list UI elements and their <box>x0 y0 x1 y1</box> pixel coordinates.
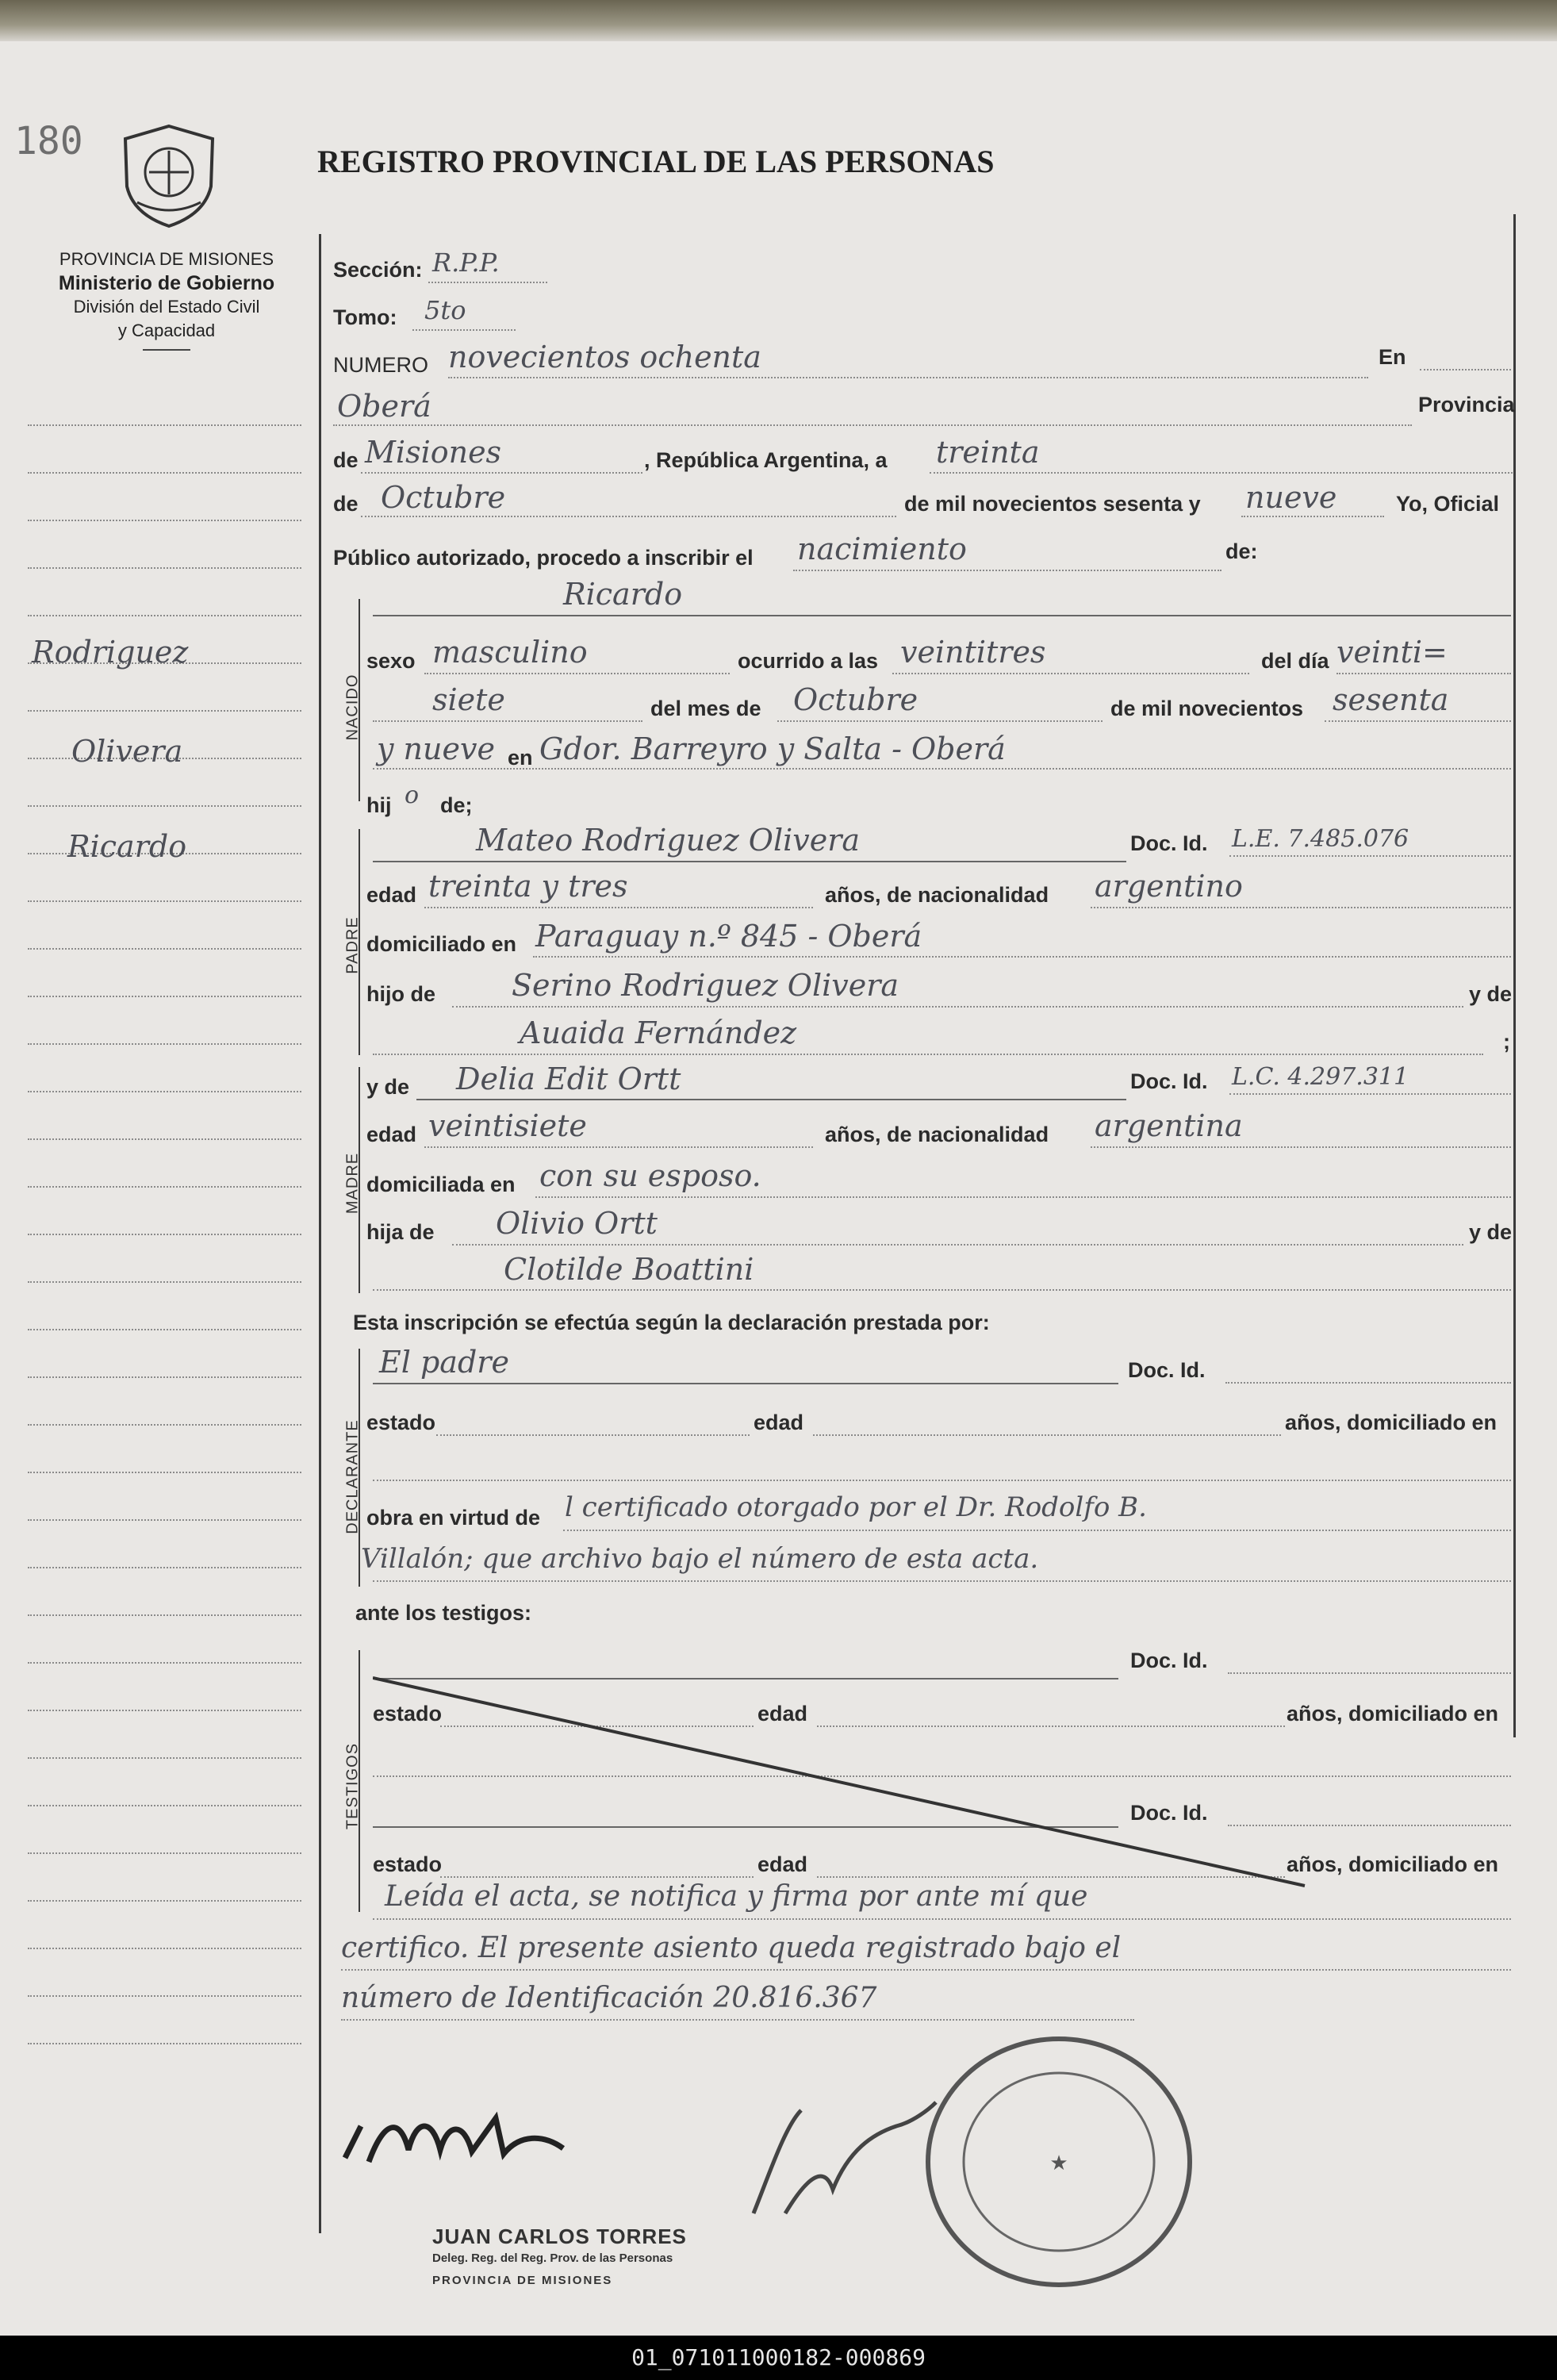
margin-rule <box>28 1852 301 1854</box>
value-hora: veintitres <box>900 635 1046 670</box>
value-lugar: Oberá <box>337 389 431 424</box>
label-padre-edad: edad <box>366 883 417 907</box>
margin-rule <box>28 567 301 569</box>
margin-rule <box>28 615 301 616</box>
label-mil-sesenta: de mil novecientos sesenta y <box>904 492 1201 516</box>
value-abuela-m: Clotilde Boattini <box>504 1252 754 1287</box>
value-cierre-1: Leída el acta, se notifica y firma por ante mí que <box>385 1880 1088 1913</box>
official-title: Deleg. Reg. del Reg. Prov. de las Personas <box>432 2251 673 2265</box>
label-declarante: DECLARANTE <box>343 1419 362 1534</box>
margin-rule <box>28 1900 301 1902</box>
value-cierre-3: número de Identificación 20.816.367 <box>341 1982 877 2014</box>
label-testigo1-anos: años, domiciliado en <box>1287 1702 1499 1726</box>
margin-rule <box>28 1043 301 1045</box>
value-declarante: El padre <box>379 1345 509 1380</box>
label-testigo2-edad: edad <box>757 1852 808 1876</box>
label-publico: Público autorizado, procedo a inscribir el <box>333 546 754 570</box>
value-acto: nacimiento <box>797 532 967 566</box>
margin-given-name: Ricardo <box>67 829 187 864</box>
label-y-de-madre: y de <box>366 1075 410 1099</box>
margin-rule <box>28 1757 301 1759</box>
label-de-semi: de; <box>440 793 473 817</box>
official-name: JUAN CARLOS TORRES <box>432 2225 687 2248</box>
file-id-bar: 01_071011000182-000869 <box>0 2336 1557 2380</box>
margin-rule <box>28 1614 301 1616</box>
agency-province: PROVINCIA DE MISIONES <box>59 249 274 269</box>
value-provincia: Misiones <box>365 435 502 470</box>
label-padre: PADRE <box>343 916 362 974</box>
value-obra-1: l certificado otorgado por el Dr. Rodolfo B. <box>565 1491 1147 1523</box>
margin-rule <box>28 1376 301 1378</box>
value-dia-nac-1: veinti= <box>1336 635 1448 670</box>
margin-rule <box>28 1281 301 1283</box>
label-en: En <box>1379 345 1406 369</box>
label-testigo1-estado: estado <box>373 1702 443 1726</box>
label-testigo2-estado: estado <box>373 1852 443 1876</box>
value-anio-nac-2: y nueve <box>377 731 495 766</box>
margin-rule <box>28 1186 301 1188</box>
margin-rule <box>28 1995 301 1997</box>
binding-edge <box>0 0 1557 41</box>
label-testigo1-doc: Doc. Id. <box>1130 1649 1208 1672</box>
label-testigo2-anos: años, domiciliado en <box>1287 1852 1499 1876</box>
label-provincia: Provincia <box>1418 393 1515 416</box>
label-del-dia: del día <box>1261 649 1329 673</box>
value-tomo: 5to <box>424 295 466 325</box>
label-de-2: de <box>333 492 359 516</box>
value-padre-edad: treinta y tres <box>428 869 628 904</box>
official-name-block <box>432 2225 687 2292</box>
margin-rule <box>28 1472 301 1473</box>
margin-rule <box>28 710 301 712</box>
label-semicolon: ; <box>1503 1030 1510 1054</box>
margin-rule <box>28 1662 301 1664</box>
label-hija-de: hija de <box>366 1220 435 1244</box>
margin-rule <box>28 472 301 474</box>
margin-rule <box>28 1710 301 1711</box>
margin-rule <box>28 1234 301 1235</box>
value-abuela-p: Auaida Fernández <box>520 1015 797 1050</box>
label-ocurrido: ocurrido a las <box>738 649 879 673</box>
label-de: de <box>333 448 359 472</box>
label-testigo1-edad: edad <box>757 1702 808 1726</box>
margin-rule <box>28 1424 301 1426</box>
value-madre: Delia Edit Ortt <box>456 1061 681 1096</box>
label-seccion: Sección: <box>333 258 423 282</box>
label-declarante-estado: estado <box>366 1411 436 1434</box>
official-signature-icon <box>337 2102 575 2174</box>
value-mes-nac: Octubre <box>793 682 918 717</box>
folio-number: 180 <box>14 119 83 163</box>
label-de-colon: de: <box>1225 539 1258 563</box>
value-madre-dom: con su esposo. <box>539 1158 761 1193</box>
label-madre-dom: domiciliada en <box>366 1173 516 1196</box>
label-padre-doc: Doc. Id. <box>1130 831 1208 855</box>
label-ante-testigos: ante los testigos: <box>355 1601 532 1625</box>
value-anio: nueve <box>1245 480 1337 515</box>
provincial-seal-icon <box>117 123 221 230</box>
label-testigos: TESTIGOS <box>343 1742 362 1830</box>
label-madre-doc: Doc. Id. <box>1130 1069 1208 1093</box>
value-dia: treinta <box>936 435 1040 470</box>
label-numero: NUMERO <box>333 353 428 377</box>
margin-rule <box>28 424 301 426</box>
value-padre-doc: L.E. 7.485.076 <box>1232 825 1409 853</box>
margin-rule <box>28 1091 301 1092</box>
margin-rule <box>28 1948 301 1949</box>
value-lugar-nac: Gdor. Barreyro y Salta - Oberá <box>539 731 1006 766</box>
value-cierre-2: certifico. El presente asiento queda registrado bajo el <box>341 1932 1122 1964</box>
label-declarante-anos: años, domiciliado en <box>1285 1411 1498 1434</box>
label-padre-hijo-de: hijo de <box>366 982 435 1006</box>
value-mes: Octubre <box>381 480 506 515</box>
agency-rule <box>143 349 190 351</box>
value-nombre: Ricardo <box>563 577 683 612</box>
margin-rule <box>28 805 301 807</box>
label-padre-y-de: y de <box>1469 982 1513 1006</box>
svg-text:★: ★ <box>1049 2151 1068 2175</box>
label-madre-edad: edad <box>366 1123 417 1146</box>
value-madre-edad: veintisiete <box>428 1108 587 1143</box>
cancel-line-icon <box>373 1670 1309 1892</box>
margin-rule <box>28 1567 301 1568</box>
value-abuelo-m: Olivio Ortt <box>496 1206 658 1241</box>
value-obra-2: Villalón; que archivo bajo el número de esta acta. <box>361 1543 1039 1575</box>
margin-rule <box>28 1805 301 1806</box>
value-anio-nac-1: sesenta <box>1333 682 1449 717</box>
value-padre-dom: Paraguay n.º 845 - Oberá <box>535 919 922 954</box>
label-testigo2-doc: Doc. Id. <box>1130 1801 1208 1825</box>
agency-capacidad: y Capacidad <box>117 321 216 340</box>
value-padre: Mateo Rodriguez Olivera <box>476 823 861 858</box>
value-dia-nac-2: siete <box>432 682 505 717</box>
value-madre-nac: argentina <box>1095 1108 1243 1143</box>
value-hijo-suffix: o <box>405 781 420 809</box>
margin-rule <box>28 520 301 521</box>
margin-surname-2: Olivera <box>71 734 183 769</box>
label-padre-dom: domiciliado en <box>366 932 517 956</box>
label-padre-nac: años, de nacionalidad <box>825 883 1049 907</box>
margin-rule <box>28 996 301 997</box>
margin-divider <box>319 234 321 2233</box>
value-seccion: R.P.P. <box>432 248 500 278</box>
label-inscripcion: Esta inscripción se efectúa según la declaración prestada por: <box>353 1311 990 1334</box>
registrar-signature-icon <box>738 2079 944 2229</box>
margin-rule <box>28 1138 301 1140</box>
right-frame <box>1513 214 1516 1737</box>
official-stamp-icon <box>920 2031 1198 2293</box>
label-nacido: NACIDO <box>343 674 362 741</box>
official-province: PROVINCIA DE MISIONES <box>432 2274 613 2287</box>
margin-rule <box>28 1519 301 1521</box>
value-abuelo-p: Serino Rodriguez Olivera <box>512 968 899 1003</box>
label-yo-oficial: Yo, Oficial <box>1396 492 1500 516</box>
value-sexo: masculino <box>432 635 588 670</box>
margin-surname-1: Rodriguez <box>32 635 189 670</box>
margin-rule <box>28 900 301 902</box>
agency-division: División del Estado Civil <box>73 297 260 317</box>
label-del-mes: del mes de <box>650 697 761 720</box>
label-tomo: Tomo: <box>333 305 397 329</box>
value-madre-doc: L.C. 4.297.311 <box>1232 1063 1409 1091</box>
label-madre-y-de: y de <box>1469 1220 1513 1244</box>
label-republica: , República Argentina, a <box>644 448 888 472</box>
margin-rule <box>28 1329 301 1330</box>
label-declarante-doc: Doc. Id. <box>1128 1358 1206 1382</box>
label-madre: MADRE <box>343 1152 362 1215</box>
label-mil-nov: de mil novecientos <box>1110 697 1304 720</box>
margin-rule <box>28 2043 301 2044</box>
label-declarante-edad: edad <box>754 1411 804 1434</box>
label-hijo: hij <box>366 793 392 817</box>
document-title: REGISTRO PROVINCIAL DE LAS PERSONAS <box>317 144 995 179</box>
margin-rule <box>28 948 301 950</box>
value-numero: novecientos ochenta <box>448 340 761 374</box>
agency-ministry: Ministerio de Gobierno <box>58 272 275 294</box>
label-obra: obra en virtud de <box>366 1506 541 1530</box>
agency-block <box>16 248 317 351</box>
label-en-lugar: en <box>508 746 533 770</box>
value-padre-nac: argentino <box>1095 869 1243 904</box>
label-sexo: sexo <box>366 649 416 673</box>
label-madre-nac: años, de nacionalidad <box>825 1123 1049 1146</box>
